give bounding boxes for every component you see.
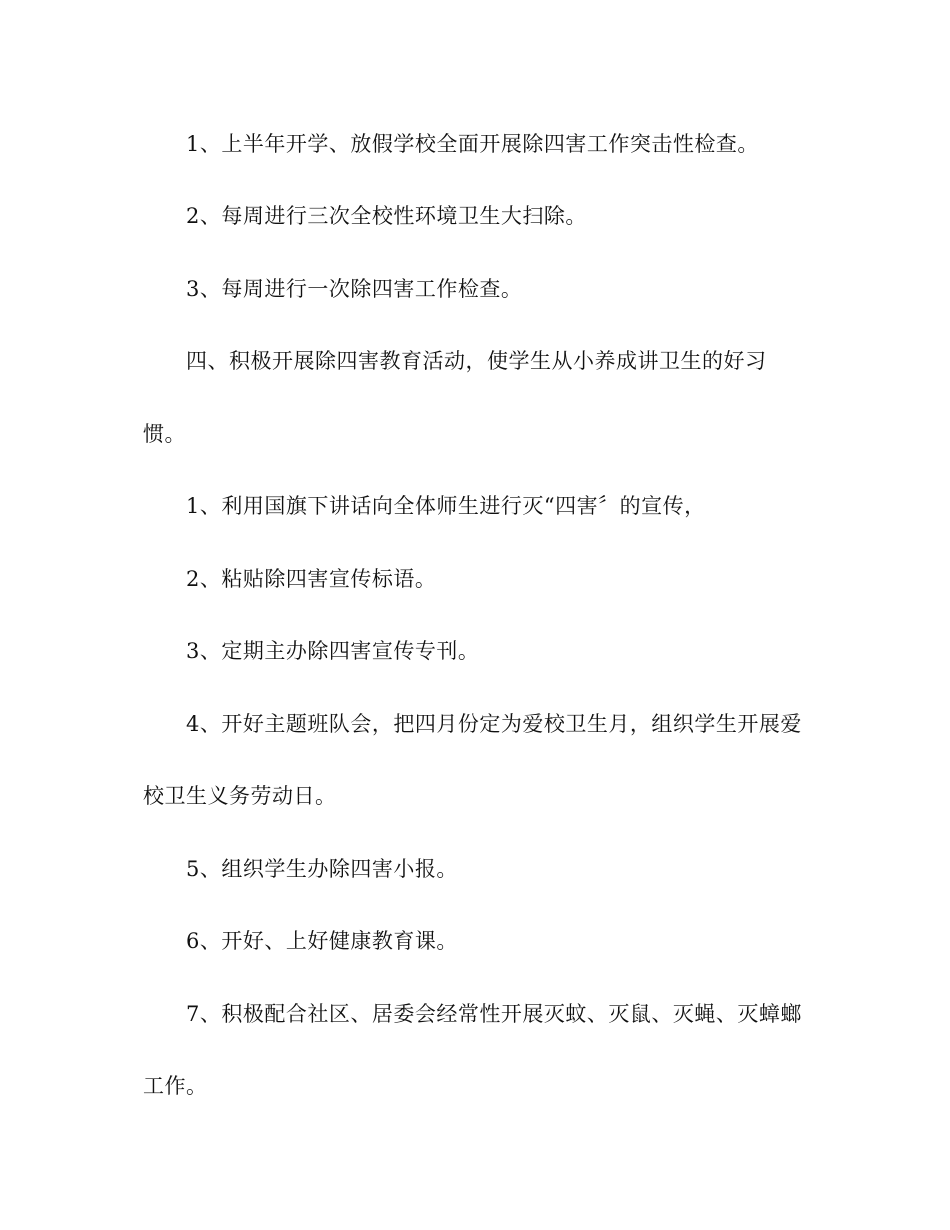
line-community-continuation: 工作。 bbox=[143, 1074, 208, 1098]
line-weekly-cleaning: 2、每周进行三次全校性环境卫生大扫除。 bbox=[186, 204, 587, 228]
line-special-issue: 3、定期主办除四害宣传专刊。 bbox=[186, 639, 480, 663]
line-health-class: 6、开好、上好健康教育课。 bbox=[186, 929, 458, 953]
line-newsletter: 5、组织学生办除四害小报。 bbox=[186, 857, 458, 881]
line-check-start-of-term: 1、上半年开学、放假学校全面开展除四害工作突击性检查。 bbox=[186, 132, 759, 156]
section-heading-continuation: 惯。 bbox=[143, 422, 186, 446]
line-class-meeting: 4、开好主题班队会，把四月份定为爱校卫生月，组织学生开展爱 bbox=[186, 712, 802, 736]
line-community-cooperation: 7、积极配合社区、居委会经常性开展灭蚊、灭鼠、灭蝇、灭蟑螂 bbox=[186, 1002, 802, 1026]
line-weekly-inspection: 3、每周进行一次除四害工作检查。 bbox=[186, 277, 523, 301]
line-slogans: 2、粘贴除四害宣传标语。 bbox=[186, 567, 437, 591]
section-heading-education: 四、积极开展除四害教育活动，使学生从小养成讲卫生的好习 bbox=[186, 349, 767, 373]
line-flag-speech: 1、利用国旗下讲话向全体师生进行灭“四害〞的宣传， bbox=[186, 494, 706, 518]
line-class-meeting-continuation: 校卫生义务劳动日。 bbox=[143, 784, 337, 808]
